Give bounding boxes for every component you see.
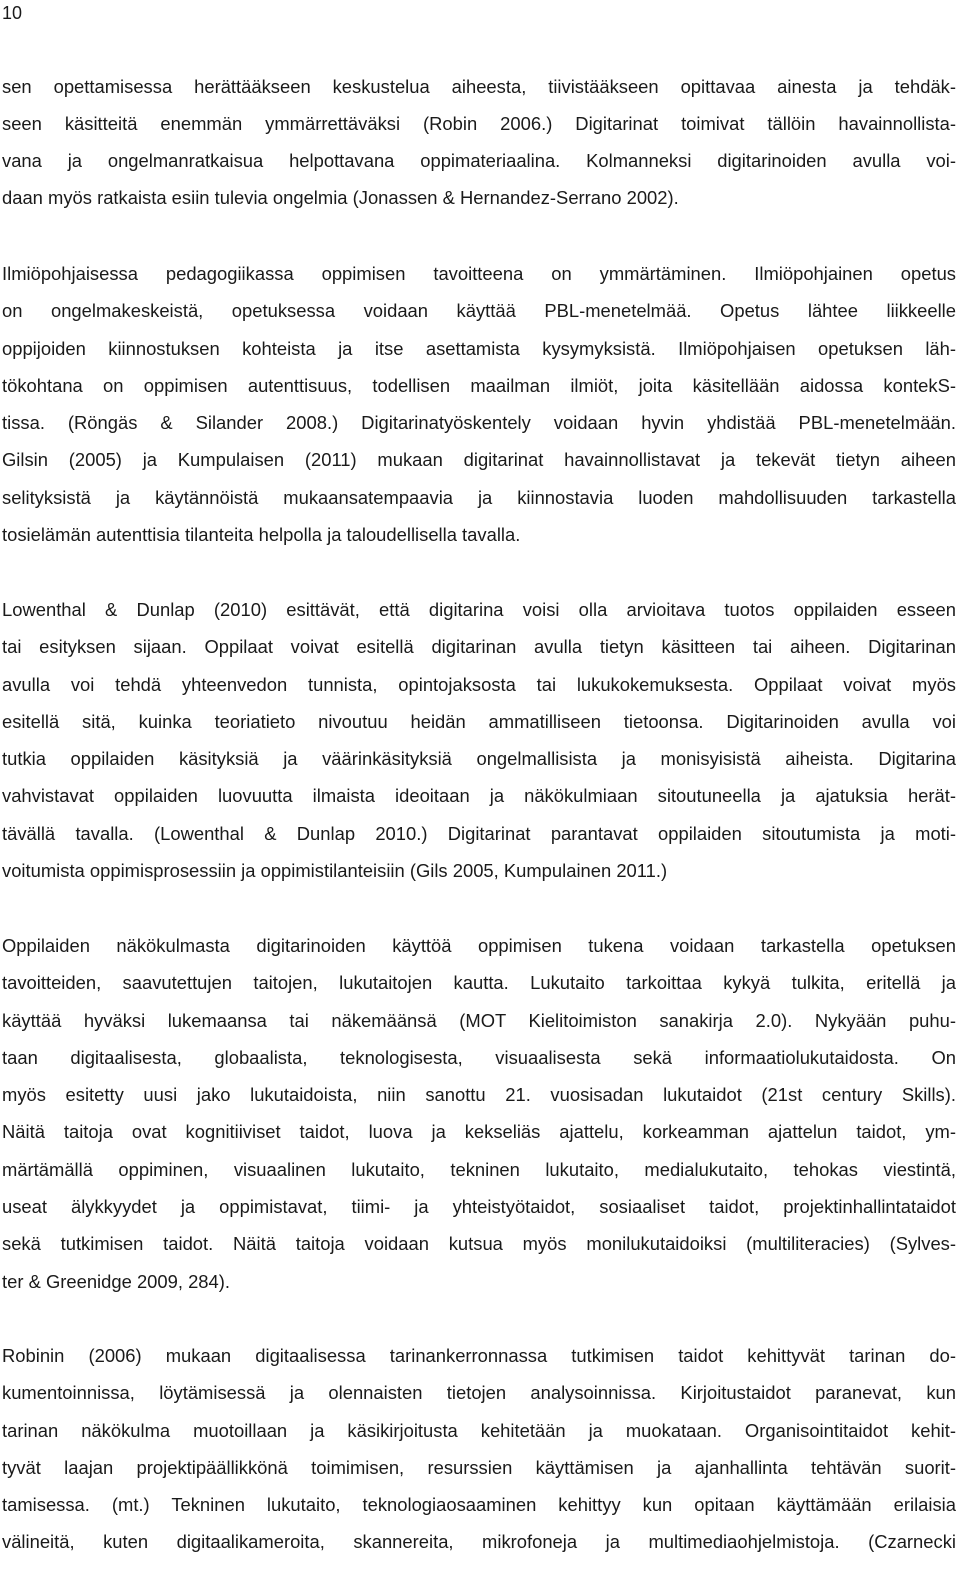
paragraph-line: ter & Greenidge 2009, 284).	[2, 1270, 230, 1292]
paragraph-4	[2, 927, 956, 1300]
paragraph-line: vana ja ongelmanratkaisua helpottavana oppimateriaalina. Kolmanneksi digitarinoiden avulla voi-	[2, 150, 956, 171]
paragraph-line: Ilmiöpohjaisessa pedagogiikassa oppimisen tavoitteena on ymmärtäminen. Ilmiöpohjainen opetus	[2, 263, 956, 284]
paragraph-line: tarinan näkökulma muotoillaan ja käsikirjoitusta kehitetään ja muokataan. Organisointitaidot kehit-	[2, 1419, 956, 1441]
paragraph-5	[2, 1337, 956, 1561]
paragraph-line: tosielämän autenttisia tilanteita helpolla ja taloudellisella tavalla.	[2, 524, 521, 546]
paragraph-1	[2, 68, 956, 216]
paragraph-line: daan myös ratkaista esiin tulevia ongelmia (Jonassen & Hernandez-Serrano 2002).	[2, 187, 679, 208]
paragraph-line: tökohtana on oppimisen autenttisuus, todellisen maailman ilmiöt, joita käsitellään aidossa kontekS-	[2, 374, 956, 396]
paragraph-line: seen käsitteitä enemmän ymmärrettäväksi (Robin 2006.) Digitarinat toimivat tällöin havainnollista-	[2, 113, 956, 134]
paragraph-line: vahvistavat oppilaiden luovuutta ilmaista ideoitaan ja näkökulmiaan sitoutuneella ja ajatuksia herät-	[2, 785, 956, 807]
paragraph-line: useat älykkyydet ja oppimistavat, tiimi- ja yhteistyötaidot, sosiaaliset taidot, projektinhallintataidot	[2, 1196, 956, 1218]
paragraph-line: esitellä sitä, kuinka teoriatieto nivoutuu heidän ammatilliseen tietoonsa. Digitarinoiden avulla voi	[2, 710, 956, 732]
paragraph-line: oppijoiden kiinnostuksen kohteista ja itse asettamista kysymyksistä. Ilmiöpohjaisen opetuksen läh-	[2, 337, 956, 359]
paragraph-line: tavoitteiden, saavutettujen taitojen, lukutaitojen kautta. Lukutaito tarkoittaa kykyä tulkita, eritellä ja	[2, 972, 956, 994]
paragraph-line: Lowenthal & Dunlap (2010) esittävät, että digitarina voisi olla arvioitava tuotos oppilaiden esseen	[2, 599, 956, 620]
paragraph-line: kumentoinnissa, löytämisessä ja olennaisten tietojen analysoinnissa. Kirjoitustaidot paranevat, kun	[2, 1382, 956, 1404]
paragraph-line: Robinin (2006) mukaan digitaalisessa tarinankerronnassa tutkimisen taidot kehittyvät tarinan do-	[2, 1345, 956, 1366]
paragraph-line: Gilsin (2005) ja Kumpulaisen (2011) mukaan digitarinat havainnollistavat ja tekevät tietyn aiheen	[2, 449, 956, 471]
paragraph-line: avulla voi tehdä yhteenvedon tunnista, opintojaksosta tai lukukokemuksesta. Oppilaat voivat myös	[2, 673, 956, 695]
paragraph-line: käyttää hyväksi lukemaansa tai näkemäänsä (MOT Kielitoimiston sanakirja 2.0). Nykyään puhu-	[2, 1009, 956, 1031]
paragraph-3	[2, 591, 956, 889]
paragraph-line: selityksistä ja käytännöistä mukaansatempaavia ja kiinnostavia luoden mahdollisuuden tarkastella	[2, 486, 956, 508]
paragraph-line: sekä tutkimisen taidot. Näitä taitoja voidaan kutsua myös monilukutaidoiksi (multiliteracies) (Sylves-	[2, 1233, 956, 1255]
paragraph-line: tyvät laajan projektipäällikkönä toimimisen, resurssien käyttämisen ja ajanhallinta tehtävän suorit-	[2, 1456, 956, 1478]
paragraph-line: tävällä tavalla. (Lowenthal & Dunlap 2010.) Digitarinat parantavat oppilaiden sitoutumista ja moti-	[2, 822, 956, 844]
paragraph-line: välineitä, kuten digitaalikameroita, skannereita, mikrofoneja ja multimediaohjelmistoja. (Czarnecki	[2, 1531, 956, 1553]
paragraph-line: myös esitetty uusi jako lukutaidoista, niin sanottu 21. vuosisadan lukutaidot (21st century Skills).	[2, 1084, 956, 1106]
paragraph-line: taan digitaalisesta, globaalista, teknologisesta, visuaalisesta sekä informaatiolukutaidosta. On	[2, 1046, 956, 1068]
paragraph-line: tissa. (Röngäs & Silander 2008.) Digitarinatyöskentely voidaan hyvin yhdistää PBL-menetelmään.	[2, 412, 956, 434]
page-number: 10	[2, 3, 23, 23]
paragraph-line: tamisessa. (mt.) Tekninen lukutaito, teknologiaosaaminen kehittyy kun opitaan käyttämään erilaisia	[2, 1494, 956, 1516]
paragraph-line: voitumista oppimisprosessiin ja oppimistilanteisiin (Gils 2005, Kumpulainen 2011.)	[2, 860, 668, 882]
paragraph-line: tutkia oppilaiden käsityksiä ja väärinkäsityksiä ongelmallisista ja monisyisistä aiheista. Digitarina	[2, 748, 956, 770]
paragraph-line: Oppilaiden näkökulmasta digitarinoiden käyttöä oppimisen tukena voidaan tarkastella opetuksen	[2, 935, 956, 956]
paragraph-line: tai esityksen sijaan. Oppilaat voivat esitellä digitarinan avulla tietyn käsitteen tai aiheen. Digitarinan	[2, 636, 956, 658]
paragraph-2	[2, 255, 956, 553]
paragraph-line: on ongelmakeskeistä, opetuksessa voidaan käyttää PBL-menetelmää. Opetus lähtee liikkeelle	[2, 300, 956, 322]
paragraph-line: märtämällä oppiminen, visuaalinen lukutaito, tekninen lukutaito, medialukutaito, tehokas viestintä,	[2, 1158, 956, 1180]
paragraph-line: Näitä taitoja ovat kognitiiviset taidot, luova ja kekseliäs ajattelu, korkeamman ajattelun taidot, ym-	[2, 1121, 956, 1143]
paragraph-line: sen opettamisessa herättääkseen keskustelua aiheesta, tiivistääkseen opittavaa ainesta ja tehdäk-	[2, 76, 956, 97]
